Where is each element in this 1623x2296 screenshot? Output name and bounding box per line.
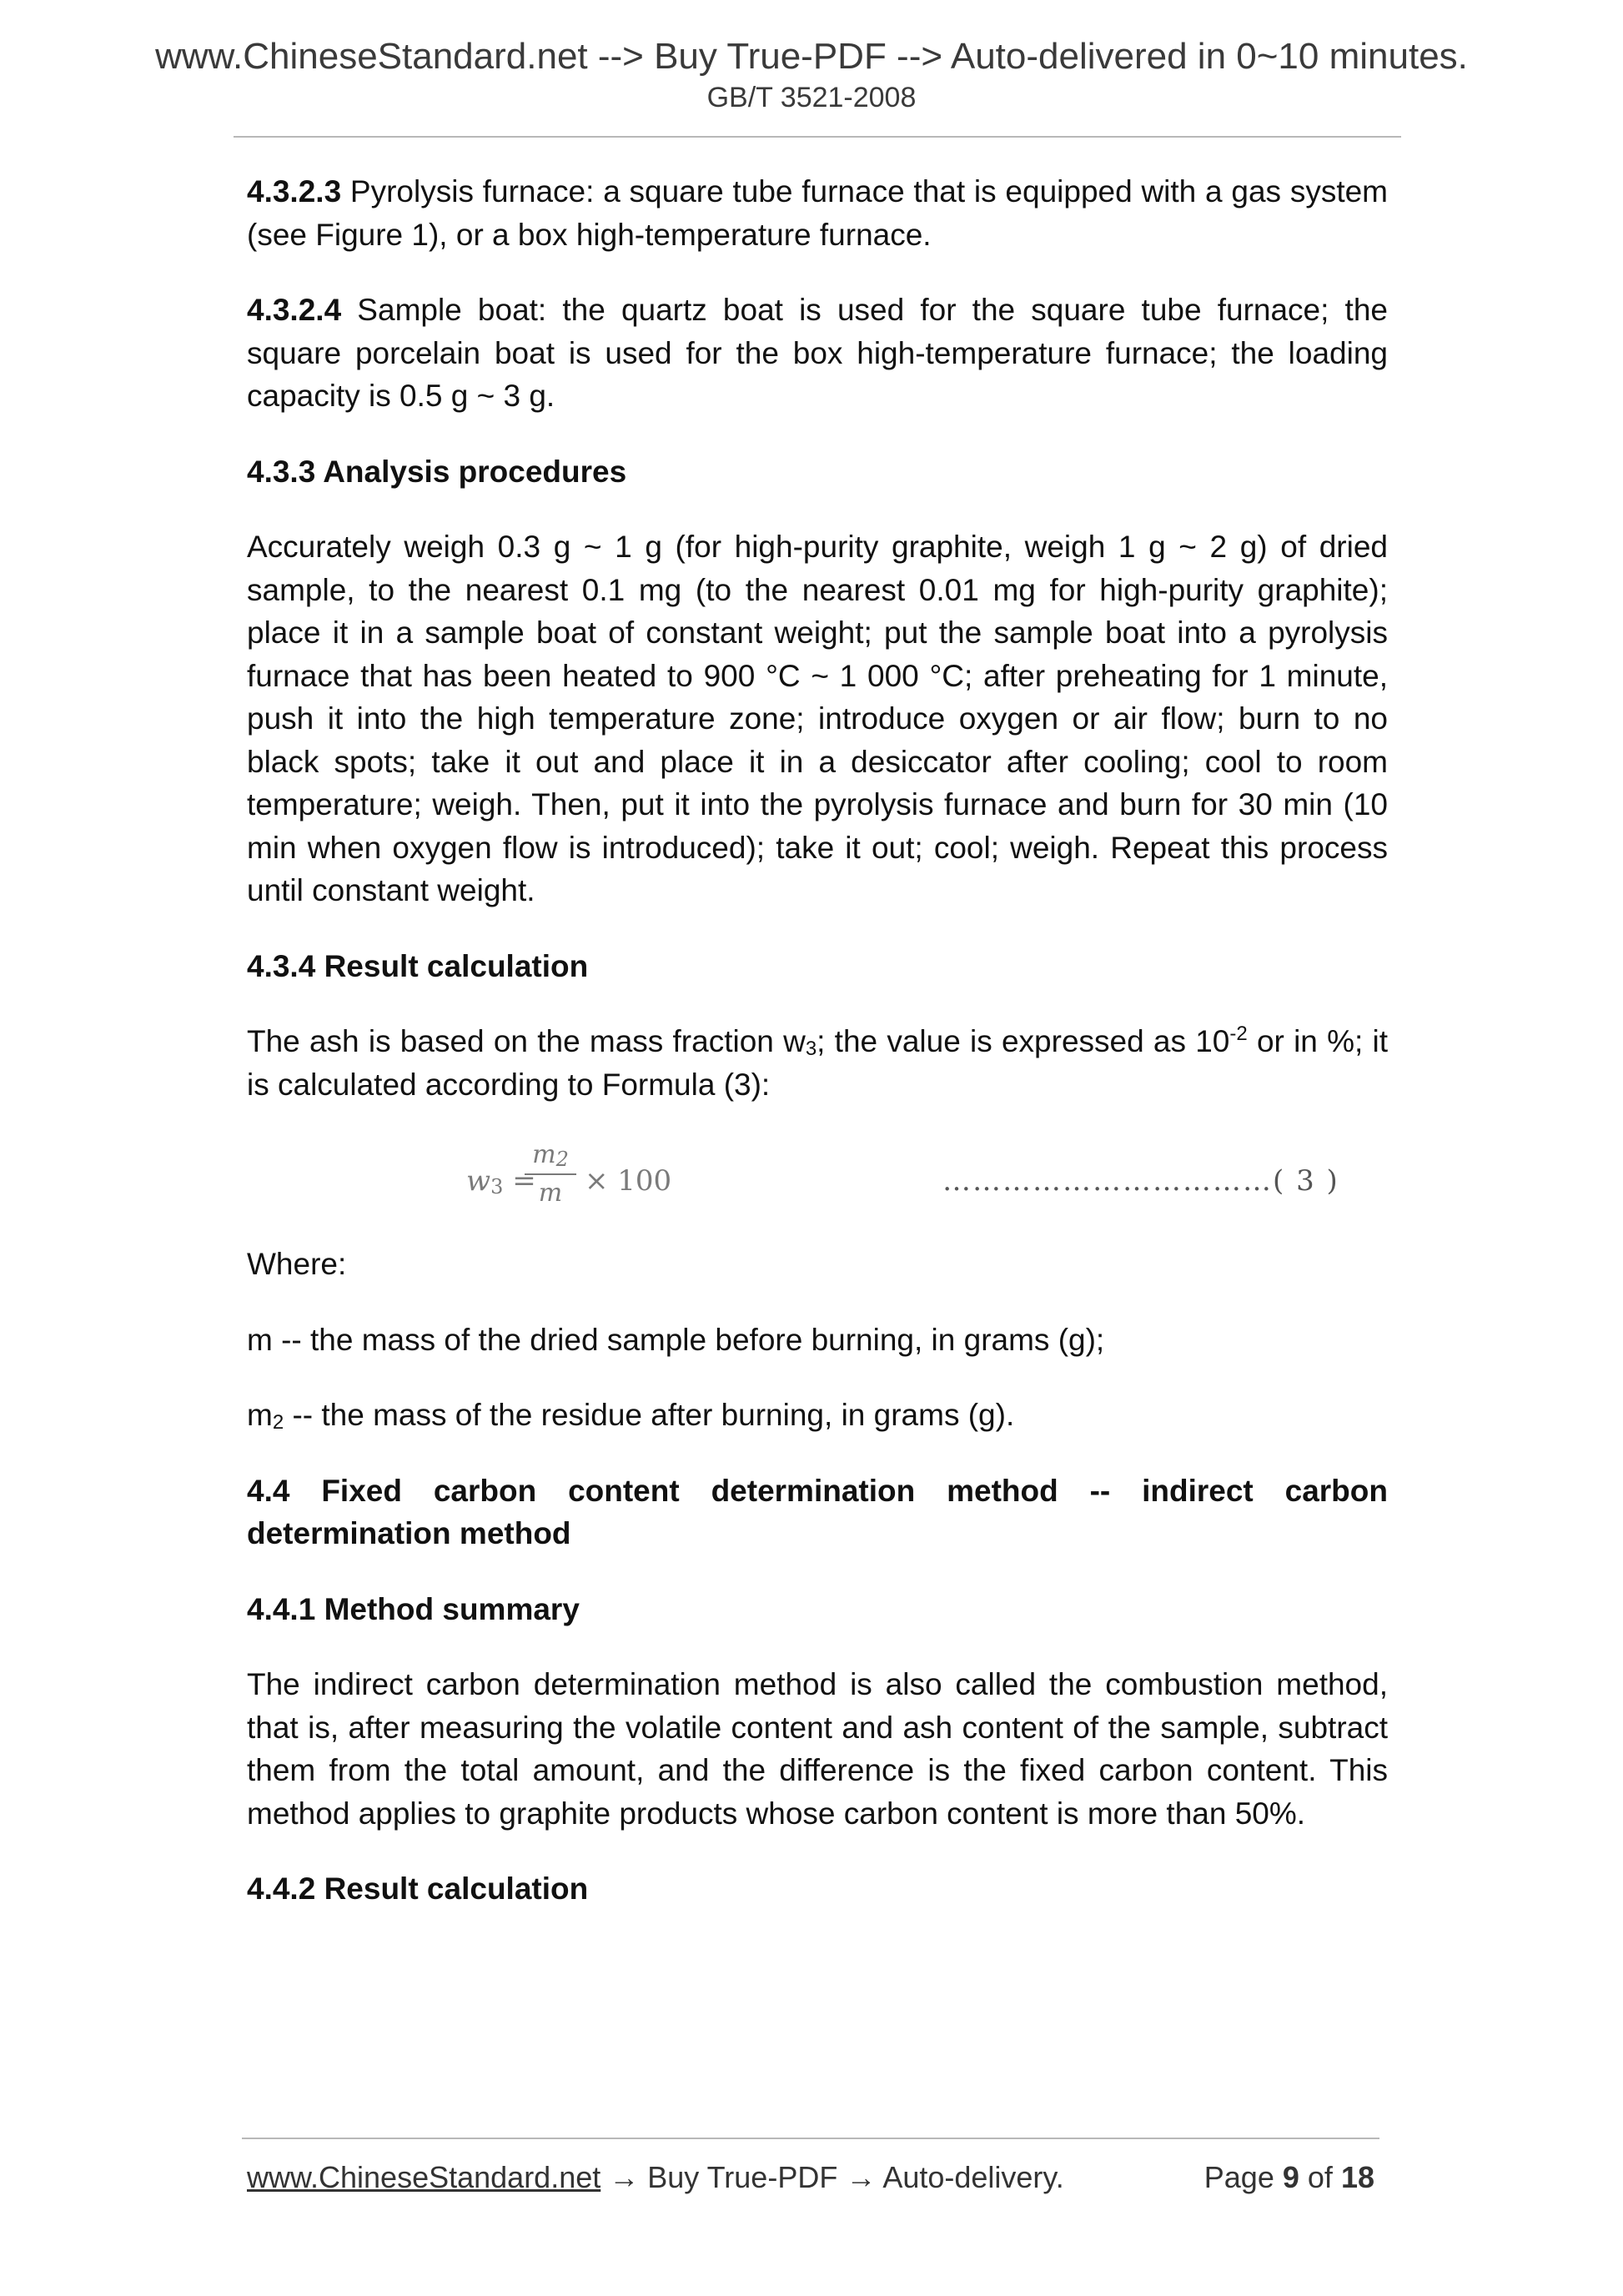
- total-pages: 18: [1340, 2160, 1374, 2194]
- page-indicator: Page 9 of 18: [1203, 2160, 1374, 2194]
- document-code: GB/T 3521-2008: [706, 82, 917, 113]
- heading-4-3-3: 4.3.3 Analysis procedures: [247, 454, 627, 489]
- heading-4-4: 4.4 Fixed carbon content determination method -- indirect carbon determination method: [247, 1473, 1388, 1550]
- clause-text: Pyrolysis furnace: a square tube furnace that is equipped with a gas system (see Figure 1), or a box high-temperature furnace.: [247, 174, 1388, 252]
- footer-website-link[interactable]: www.ChineseStandard.net: [247, 2160, 601, 2194]
- formula-fraction: [525, 1138, 576, 1210]
- clause-number: 4.3.2.4: [247, 293, 342, 327]
- fraction-denominator: m: [538, 1178, 563, 1208]
- analysis-procedures-text: Accurately weigh 0.3 g ~ 1 g (for high-purity graphite, weigh 1 g ~ 2 g) of dried sample, to the nearest 0.1 mg (to the nearest 0.01 mg for high-purity graphite); place it in a sample boat of constant weight; put the sample boat into a pyrolysis furnace that has been heated to 900 °C ~ 1 000 °C; after preheating for 1 minute, push it into the high temperature zone; introduce oxygen or air flow; burn to no black spots; take it out and place it in a desiccator after cooling; cool to room temperature; weigh. Then, put it into the pyrolysis furnace and burn for 30 min (10 min when oxygen flow is introduced); take it out; cool; weigh. Repeat this process until constant weight.: [247, 530, 1388, 907]
- footer-divider: [242, 2138, 1379, 2139]
- fraction-bar: [525, 1173, 576, 1175]
- page-content: [247, 170, 1388, 1943]
- definition-m2: $m_2$ -- the mass of the residue after burning, in grams (g).: [247, 1398, 1015, 1434]
- formula-rhs: × 100: [585, 1164, 672, 1198]
- clause-text: Sample boat: the quartz boat is used for the square tube furnace; the square porcelain boat is used for the box high-temperature furnace; the loading capacity is 0.5 g ~ 3 g.: [247, 293, 1388, 413]
- formula-number: ……………………………( 3 ): [942, 1164, 1339, 1198]
- header-banner[interactable]: www.ChineseStandard.net --> Buy True-PDF --> Auto-delivered in 0~10 minutes.: [155, 36, 1468, 77]
- heading-4-4-1: 4.4.1 Method summary: [247, 1591, 580, 1626]
- formula-lhs: $w_3$ =: [466, 1164, 536, 1198]
- method-summary-text: The indirect carbon determination method is also called the combustion method, that is, after measuring the volatile content and ash content of the sample, subtract them from the total amount, and the difference is the fixed carbon content. This method applies to graphite products whose carbon content is more than 50%.: [247, 1667, 1388, 1831]
- clause-number: 4.3.2.3: [247, 174, 342, 208]
- result-calculation-intro: The ash is based on the mass fraction $w_3$; the value is expressed as $10^{-2}$ or in %; it is calculated according to Formula (3):: [247, 1022, 1389, 1102]
- where-label: Where:: [247, 1247, 347, 1281]
- clause-4-3-2-3: [247, 170, 1388, 256]
- heading-4-3-4: 4.3.4 Result calculation: [247, 948, 589, 983]
- fraction-numerator: $m_2$: [532, 1140, 569, 1171]
- page-footer: [247, 2160, 1374, 2195]
- header-divider: [234, 136, 1401, 138]
- current-page: 9: [1282, 2160, 1299, 2194]
- footer-tagline: → Buy True-PDF → Auto-delivery.: [600, 2160, 1064, 2194]
- heading-4-4-2: 4.4.2 Result calculation: [247, 1871, 589, 1906]
- clause-4-3-2-4: [247, 289, 1388, 418]
- formula-3: [247, 1138, 1388, 1215]
- definition-m: m -- the mass of the dried sample before burning, in grams (g);: [247, 1322, 1105, 1357]
